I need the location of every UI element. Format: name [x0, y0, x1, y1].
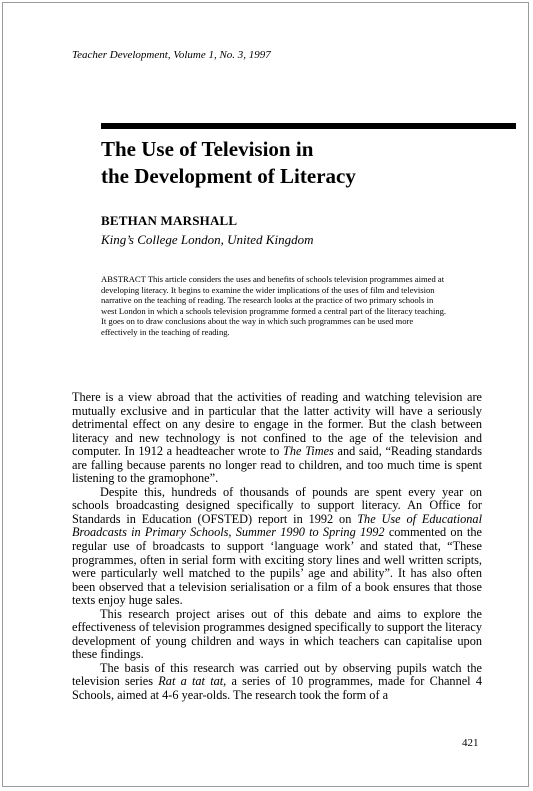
page-number: 421 — [462, 737, 479, 749]
title-line-1: The Use of Television in — [101, 137, 314, 161]
abstract: ABSTRACT This article considers the uses and benefits of schools television programmes aimed at developing literacy. It begins to examine the wider implications of the uses of film and television narrative on the teaching of reading. The research looks at the practice of two primary schools in west London in which a schools television programme formed a central part of the literacy teaching. It goes on to draw conclusions about the way in which such programmes can be used more effectively in the teaching of reading. — [101, 274, 447, 337]
paragraph-4: The basis of this research was carried out by observing pupils watch the television series Rat a tat tat, a series of 10 programmes, made for Channel 4 Schools, aimed at 4-6 year-olds. The research took the form of a — [72, 660, 482, 703]
title-line-2: the Development of Literacy — [101, 164, 356, 188]
report-title: The Use of Educational Broadcasts in Primary Schools, Summer 1990 to Spring 1992 — [72, 511, 483, 540]
body-text — [72, 391, 482, 703]
author-name: BETHAN MARSHALL — [101, 213, 238, 228]
paragraph-3: This research project arises out of this debate and aims to explore the effectiveness of television programmes designed specifically to support the literacy development of young children and ways in which teachers can capitalise upon these findings. — [72, 606, 482, 662]
journal-citation: Teacher Development, Volume 1, No. 3, 1997 — [72, 49, 271, 61]
article-title — [101, 136, 521, 190]
author-affiliation: King’s College London, United Kingdom — [101, 232, 314, 247]
title-rule — [101, 123, 516, 129]
paper-page — [2, 2, 529, 787]
newspaper-title: The Times — [283, 444, 334, 459]
paragraph-1: There is a view abroad that the activities of reading and watching television are mutually exclusive and in particular that the latter activity will have a seriously detrimental effect on any desire to engage in the former. But the clash between literacy and new technology is not confined to the age of the television and computer. In 1912 a headteacher wrote to The Times and said, “Reading standards are falling because parents no longer read to children, and too much time is spent listening to the gramophone”. — [72, 390, 482, 486]
series-title: Rat a tat tat — [158, 674, 224, 689]
paragraph-2: Despite this, hundreds of thousands of pounds are spent every year on schools broadcasting designed specifically to support literacy. An Office for Standards in Education (OFSTED) report in 1992 on The Use of Educational Broadcasts in Primary Schools, Summer 1990 to Spring 1992 commented on the regular use of broadcasts to support ‘language work’ and stated that, “These programmes, often in serial form with exciting story lines and well written scripts, were particularly well matched to the pupils’ age and ability”. It has also often been observed that a television serialisation or a film of a book ensures that those texts enjoy huge sales. — [72, 484, 483, 608]
